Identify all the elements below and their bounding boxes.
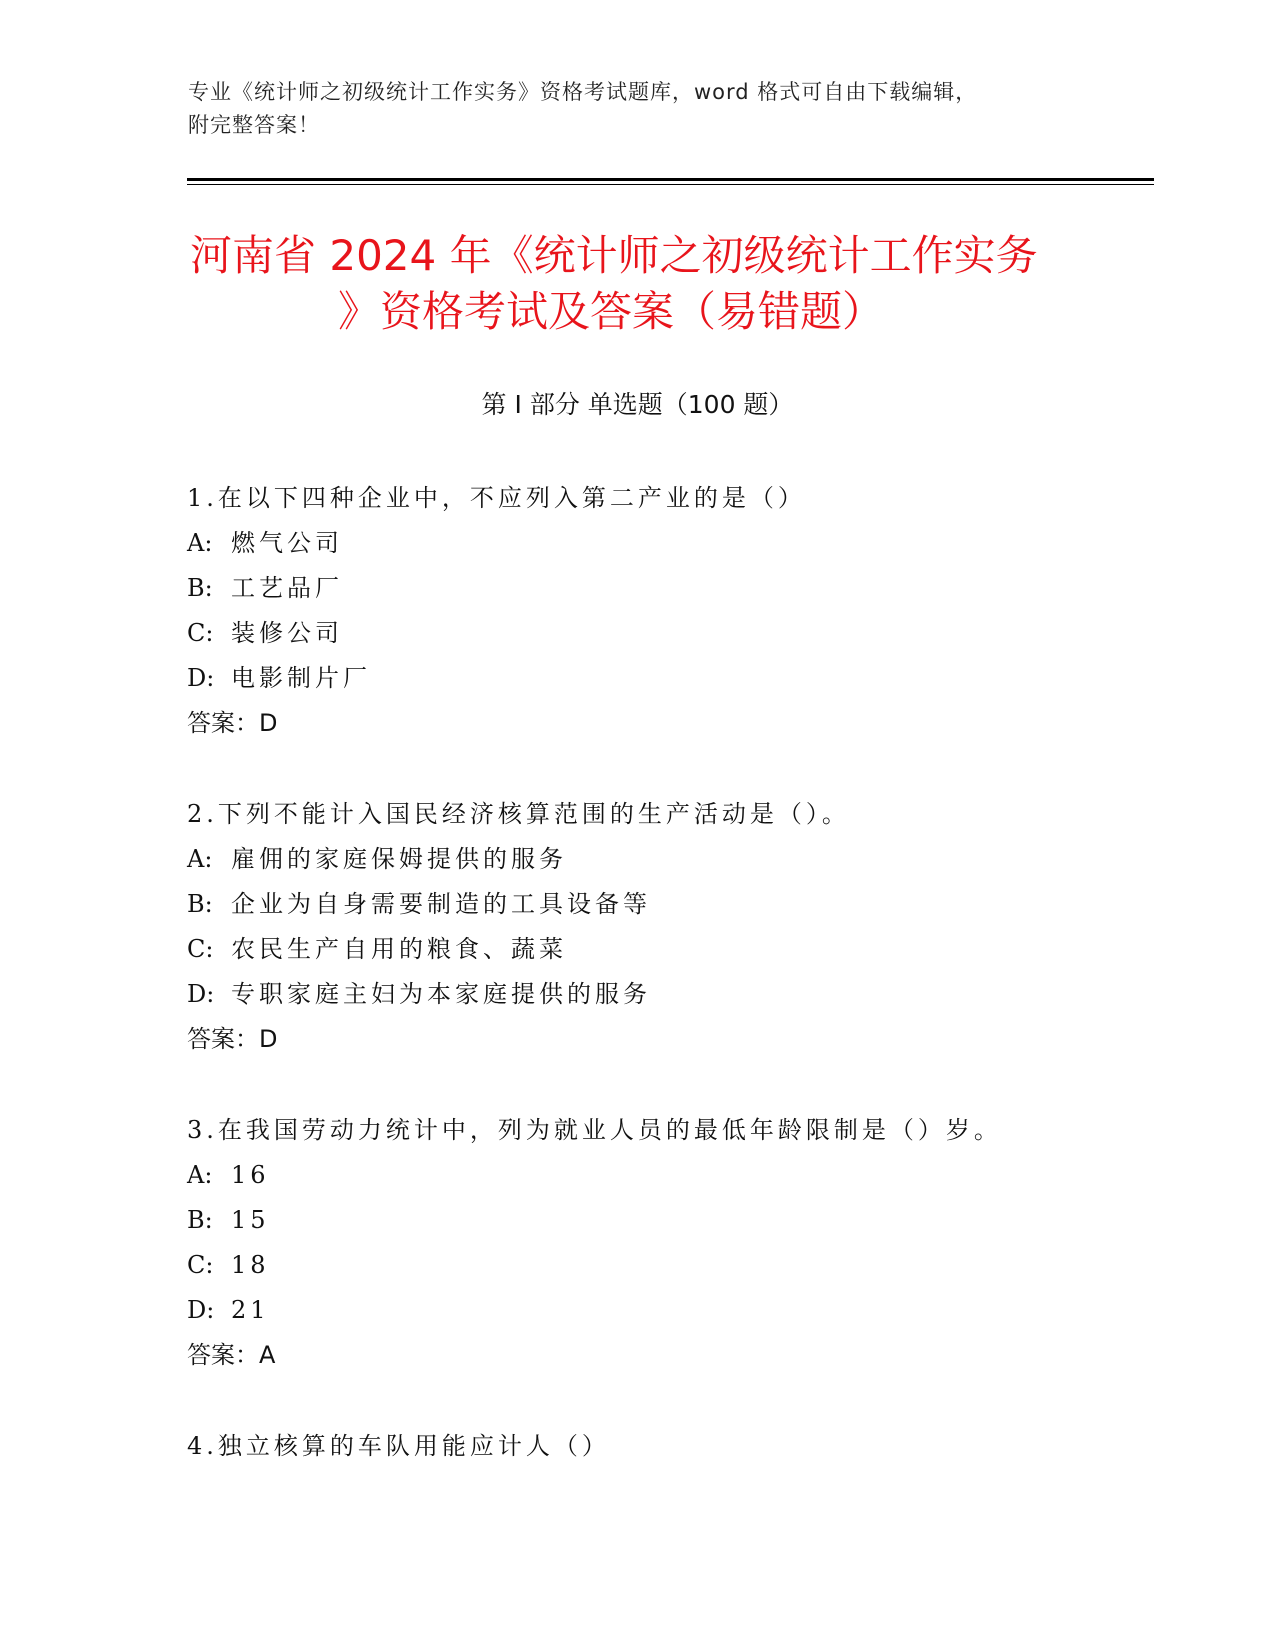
header-note-line-1: 专业《统计师之初级统计工作实务》资格考试题库，word 格式可自由下载编辑， (188, 80, 978, 104)
option-d (187, 972, 1127, 1017)
question-stem: 4.独立核算的车队用能应计人（） (187, 1432, 610, 1460)
option-letter: C: (187, 1251, 214, 1279)
option-text: 15 (231, 1206, 270, 1234)
option-text: 雇佣的家庭保姆提供的服务 (231, 845, 567, 873)
question-stem: 1.在以下四种企业中，不应列入第二产业的是（） (187, 484, 806, 512)
option-text: 工艺品厂 (231, 574, 343, 602)
option-a (187, 521, 1127, 566)
section-heading: 第 I 部分 单选题（100 题） (481, 390, 794, 419)
option-text: 企业为自身需要制造的工具设备等 (231, 890, 651, 918)
option-text: 16 (231, 1161, 270, 1189)
question-3 (187, 1108, 1127, 1378)
answer-line: 答案：D (187, 1025, 278, 1053)
option-c (187, 1243, 1127, 1288)
option-letter: B: (187, 890, 213, 918)
option-letter: D: (187, 980, 215, 1008)
option-c (187, 927, 1127, 972)
header-note (188, 76, 1068, 142)
header-divider-thin (187, 184, 1154, 185)
document-title-line-1: 河南省 2024 年《统计师之初级统计工作实务 (190, 231, 1038, 280)
option-text: 燃气公司 (231, 529, 343, 557)
option-text: 专职家庭主妇为本家庭提供的服务 (231, 980, 651, 1008)
option-letter: B: (187, 1206, 213, 1234)
question-4 (187, 1424, 1127, 1469)
option-c (187, 611, 1127, 656)
question-1 (187, 476, 1127, 746)
question-list (187, 476, 1127, 1515)
option-b (187, 882, 1127, 927)
option-letter: A: (187, 529, 213, 557)
option-a (187, 837, 1127, 882)
answer-line: 答案：D (187, 709, 278, 737)
option-text: 21 (231, 1296, 270, 1324)
option-text: 18 (231, 1251, 270, 1279)
option-text: 电影制片厂 (231, 664, 371, 692)
header-divider-thick (187, 178, 1154, 181)
option-letter: C: (187, 935, 214, 963)
option-d (187, 656, 1127, 701)
document-title (150, 228, 1125, 340)
option-b (187, 566, 1127, 611)
option-b (187, 1198, 1127, 1243)
option-d (187, 1288, 1127, 1333)
option-letter: D: (187, 664, 215, 692)
option-text: 装修公司 (231, 619, 343, 647)
header-note-line-2: 附完整答案！ (188, 113, 320, 137)
option-letter: C: (187, 619, 214, 647)
question-stem: 2.下列不能计入国民经济核算范围的生产活动是（）。 (187, 800, 850, 828)
option-letter: A: (187, 1161, 213, 1189)
option-letter: A: (187, 845, 213, 873)
question-stem: 3.在我国劳动力统计中，列为就业人员的最低年龄限制是（）岁。 (187, 1116, 1002, 1144)
option-letter: B: (187, 574, 213, 602)
answer-line: 答案：A (187, 1341, 276, 1369)
option-letter: D: (187, 1296, 215, 1324)
option-text: 农民生产自用的粮食、蔬菜 (231, 935, 567, 963)
option-a (187, 1153, 1127, 1198)
question-2 (187, 792, 1127, 1062)
document-title-line-2: 》资格考试及答案（易错题） (338, 287, 885, 336)
